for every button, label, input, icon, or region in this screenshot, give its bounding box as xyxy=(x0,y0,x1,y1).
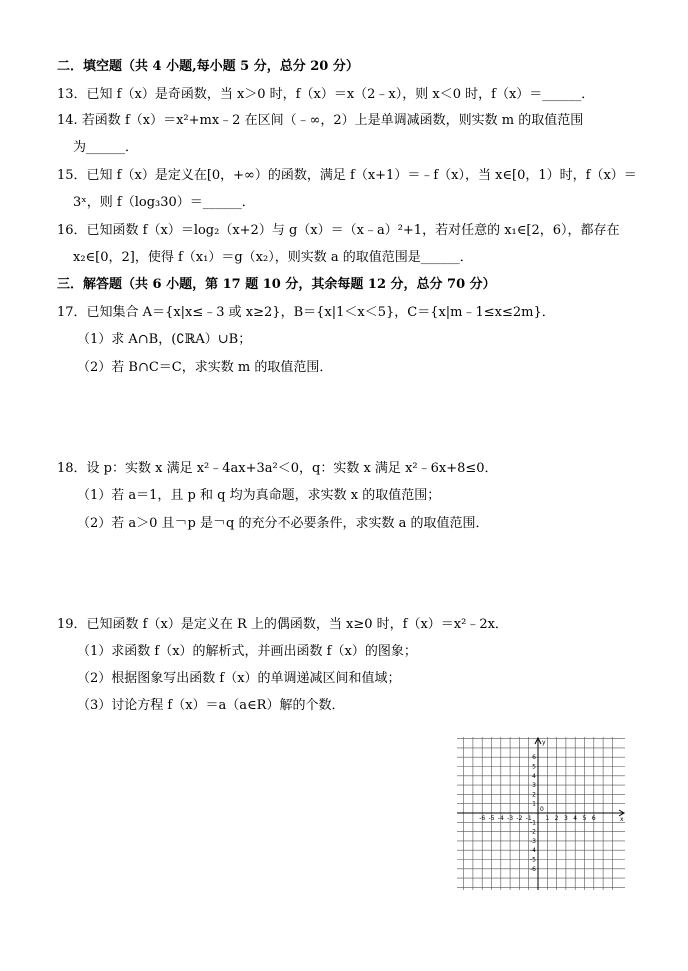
question-14-line2: 为______． xyxy=(73,140,139,155)
coordinate-grid xyxy=(457,737,625,890)
y-tick-label: -2 xyxy=(530,828,536,836)
x-tick-label: 5 xyxy=(582,815,587,822)
question-19-part1: （1）求函数 f（x）的解析式，并画出函数 f（x）的图象； xyxy=(77,644,417,659)
y-tick-label: 2 xyxy=(532,791,536,799)
y-axis-label: y xyxy=(542,739,546,746)
question-15-line2: 3ˣ，则 f（log₃30）＝______． xyxy=(73,195,255,210)
question-19-part3: （3）讨论方程 f（x）＝a（a∈R）解的个数． xyxy=(77,698,345,713)
question-16-line1: 16．已知函数 f（x）＝log₂（x+2）与 g（x）＝（x﹣a）²+1，若对任意的 x₁∈[2，6），都存在 xyxy=(57,223,620,238)
section2-heading: 二．填空题（共 4 小题,每小题 5 分，总分 20 分） xyxy=(57,59,359,74)
x-tick-label: 1 xyxy=(545,815,550,822)
y-tick-label: -5 xyxy=(530,856,536,864)
x-tick-label: 3 xyxy=(563,815,568,822)
question-17-stem: 17．已知集合 A＝{x|x≤﹣3 或 x≥2}，B＝{x|1＜x＜5}，C＝{x|m﹣1≤x≤2m}． xyxy=(57,305,555,320)
question-15-line1: 15．已知 f（x）是定义在[0，+∞）的函数，满足 f（x+1）＝﹣f（x），当 x∈[0，1）时，f（x）＝ xyxy=(57,168,637,183)
y-tick-label: 4 xyxy=(532,772,536,780)
y-tick-label: 5 xyxy=(532,763,536,771)
x-tick-label: -6 xyxy=(479,815,486,822)
y-tick-label: 1 xyxy=(532,800,536,808)
question-18-part2: （2）若 a＞0 且￢p 是￢q 的充分不必要条件，求实数 a 的取值范围． xyxy=(77,516,489,531)
x-tick-label: -2 xyxy=(516,815,523,822)
y-tick-label: -1 xyxy=(530,819,536,827)
y-tick-label: -6 xyxy=(530,865,536,873)
question-19-part2: （2）根据图象写出函数 f（x）的单调递减区间和值域； xyxy=(77,671,401,686)
x-tick-label: -1 xyxy=(525,815,532,822)
x-tick-label: 2 xyxy=(554,815,559,822)
origin-label: 0 xyxy=(540,806,544,813)
x-tick-label: -5 xyxy=(488,815,495,822)
question-17-part1: （1）求 A∩B，(∁ℝA）∪B； xyxy=(77,332,252,347)
question-19-stem: 19．已知函数 f（x）是定义在 R 上的偶函数，当 x≥0 时，f（x）＝x²﹣2x． xyxy=(57,617,508,632)
x-axis-label: x xyxy=(620,816,624,823)
question-16-line2: x₂∈[0，2]，使得 f（x₁）＝g（x₂），则实数 a 的取值范围是______． xyxy=(73,250,473,265)
question-18-stem: 18．设 p：实数 x 满足 x²﹣4ax+3a²＜0，q：实数 x 满足 x²﹣6x+8≤0． xyxy=(57,461,498,476)
y-tick-label: 3 xyxy=(532,782,536,790)
x-tick-label: 4 xyxy=(573,815,578,822)
x-tick-label: 6 xyxy=(591,815,596,822)
y-tick-label: -4 xyxy=(530,847,536,855)
question-17-part2: （2）若 B∩C＝C，求实数 m 的取值范围． xyxy=(77,360,333,375)
section3-heading: 三．解答题（共 6 小题，第 17 题 10 分，其余每题 12 分，总分 70 分） xyxy=(57,277,496,292)
x-tick-label: -3 xyxy=(507,815,514,822)
coordinate-grid-svg xyxy=(457,737,625,890)
question-14-line1: 14. 若函数 f（x）＝x²+mx﹣2 在区间（﹣∞，2）上是单调减函数，则实数 m 的取值范围 xyxy=(57,113,584,128)
question-13: 13．已知 f（x）是奇函数，当 x＞0 时，f（x）＝x（2﹣x），则 x＜0 时，f（x）＝______． xyxy=(57,87,595,102)
question-18-part1: （1）若 a＝1，且 p 和 q 均为真命题，求实数 x 的取值范围； xyxy=(77,488,441,503)
x-tick-label: -4 xyxy=(497,815,504,822)
y-tick-label: 6 xyxy=(532,754,536,762)
y-tick-label: -3 xyxy=(530,837,536,845)
